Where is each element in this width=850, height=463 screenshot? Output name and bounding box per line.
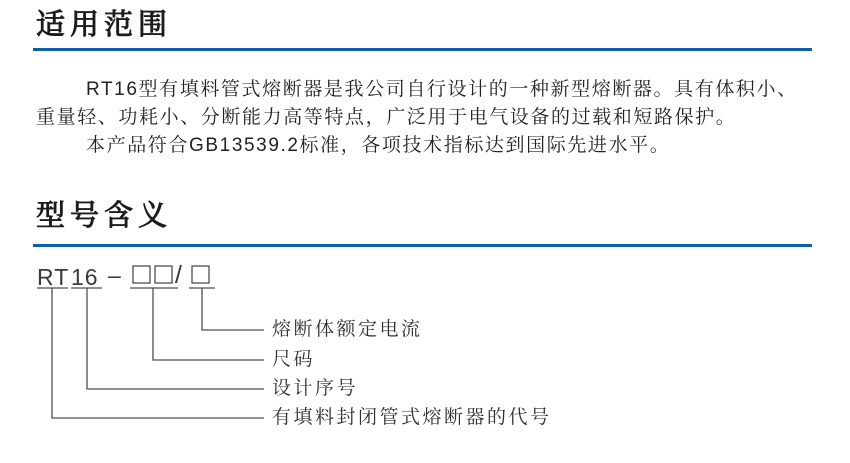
connector-rated-current [202,288,264,330]
section-title-scope: 适用范围 [36,9,173,41]
model-dash: – [108,262,122,288]
current-digit-box [192,266,209,283]
model-series: 16 [71,264,99,290]
size-digit-box-1 [133,266,150,283]
label-fuse-code: 有填料封闭管式熔断器的代号 [272,407,552,428]
label-design-number: 设计序号 [272,378,359,399]
scope-body [36,76,818,160]
scope-paragraph-2: 本产品符合GB13539.2标准，各项技术指标达到国际先进水平。 [86,135,671,156]
connector-size [153,288,264,360]
section-title-model: 型号含义 [36,200,173,232]
accent-rule-scope [33,48,812,51]
model-slash: / [175,261,183,289]
label-size: 尺码 [272,349,316,370]
connector-design-number [87,288,264,389]
label-rated-current: 熔断体额定电流 [272,319,423,340]
model-prefix: RT [37,264,70,290]
accent-rule-model [33,244,812,247]
size-digit-box-2 [155,266,172,283]
connector-fuse-code [52,288,264,418]
scope-paragraph-1: RT16型有填料管式熔断器是我公司自行设计的一种新型熔断器。具有体积小、重量轻、功耗小、分断能力高等特点，广泛用于电气设备的过载和短路保护。 [36,79,798,128]
